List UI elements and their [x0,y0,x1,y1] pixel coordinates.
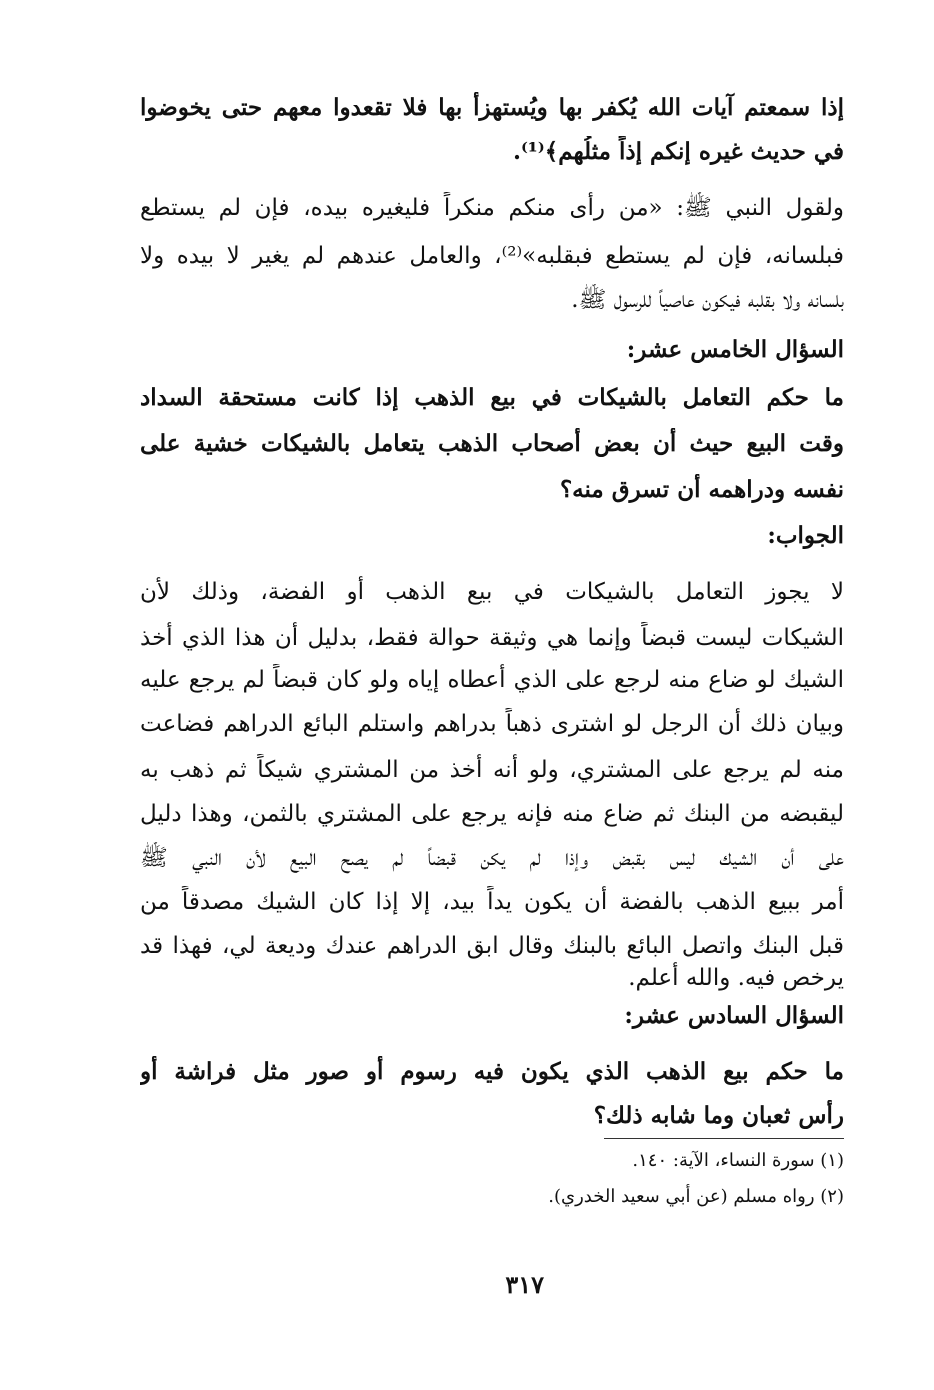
question-16-heading: السؤال السادس عشر: [624,1002,844,1029]
question-line: ما حكم بيع الذهب الذي يكون فيه رسوم أو صور مثل فراشة أو [140,1058,844,1085]
answer-line: منه لم يرجع على المشتري، ولو أنه أخذ من المشتري شيكاً ثم ذهب به [140,757,844,783]
paragraph-line: فبلسانه، فإن لم يستطع فبقلبه»⁽²⁾، والعامل عندهم لم يغير لا بيده ولا [140,243,844,269]
answer-line: على أن الشيك ليس بقبض وإذا لم يكن قبضاً لم يصح البيع لأن النبي ﷺ [140,845,844,871]
footnote-separator [604,1138,844,1139]
answer-line: الشيكات ليست قبضاً وإنما هي وثيقة حوالة فقط، بدليل أن هذا الذي أخذ [140,625,844,651]
footnote: (٢) رواه مسلم (عن أبي سعيد الخدري). [548,1186,844,1207]
page-number: ٣١٧ [505,1270,544,1299]
answer-heading: الجواب: [767,522,844,549]
question-line: وقت البيع حيث أن بعض أصحاب الذهب يتعامل بالشيكات خشية على [140,430,844,457]
paragraph-line: ولقول النبي ﷺ: «من رأى منكم منكراً فليغيره بيده، فإن لم يستطع [140,195,844,221]
paragraph-line: بلسانه ولا بقلبه فيكون عاصياً للرسول ﷺ. [571,287,844,313]
answer-line: ليقبضه من البنك ثم ضاع منه فإنه يرجع على المشتري بالثمن، وهذا دليل [140,801,844,827]
answer-line: أمر ببيع الذهب بالفضة أن يكون يداً بيد، إلا إذا كان الشيك مصدقاً من [140,889,844,915]
question-line: نفسه ودراهمه أن تسرق منه؟ [559,476,844,503]
quran-quote-line: إذا سمعتم آيات الله يُكفر بها ويُستهزأ بها فلا تقعدوا معهم حتى يخوضوا [140,94,844,121]
answer-line: يرخص فيه. والله أعلم. [628,965,844,991]
footnote: (١) سورة النساء، الآية: ١٤٠. [632,1150,844,1171]
answer-line: لا يجوز التعامل بالشيكات في بيع الذهب أو الفضة، وذلك لأن [140,579,844,605]
book-page [84,0,844,1390]
answer-line: وبيان ذلك أن الرجل لو اشترى ذهباً بدراهم واستلم البائع الدراهم فضاعت [140,711,844,737]
answer-line: الشيك لو ضاع منه لرجع على الذي أعطاه إياه ولو كان قبضاً لم يرجع عليه [140,667,844,693]
question-line: رأس ثعبان وما شابه ذلك؟ [593,1102,844,1129]
question-15-heading: السؤال الخامس عشر: [626,336,844,363]
question-line: ما حكم التعامل بالشيكات في بيع الذهب إذا كانت مستحقة السداد [140,384,844,411]
quran-quote-line: في حديث غيره إنكم إذاً مثلُهم﴾⁽¹⁾. [512,138,844,165]
answer-line: قبل البنك واتصل البائع بالبنك وقال ابق الدراهم عندك وديعة لي، فهذا قد [140,933,844,959]
